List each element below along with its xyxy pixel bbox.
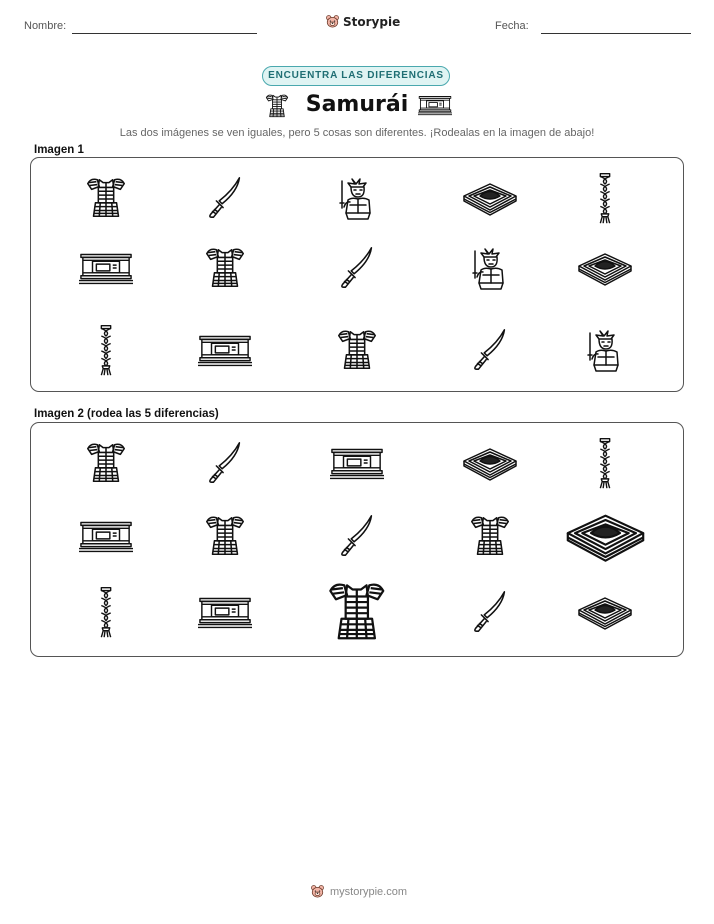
instructions: Las dos imágenes se ven iguales, pero 5 cosas son diferentes. ¡Rodealas en la imagen de abajo!	[119, 127, 595, 139]
image1-item-gate	[79, 248, 133, 288]
image1-item-braid	[591, 170, 619, 226]
gate-icon	[79, 516, 133, 556]
gate-icon	[79, 248, 133, 288]
image1-item-samurai	[580, 325, 630, 375]
gate-icon	[198, 592, 252, 632]
katana-icon	[466, 326, 514, 374]
image1-item-armor	[333, 326, 381, 374]
footer-site: mystorypie.com	[330, 885, 408, 898]
image2-item-gate[interactable]	[198, 592, 252, 632]
zen-garden-icon	[460, 178, 520, 218]
image2-item-katana[interactable]	[466, 588, 514, 636]
image1-item-armor	[82, 174, 130, 222]
image2-item-armor[interactable]	[322, 577, 392, 647]
samurai-icon	[580, 325, 630, 375]
armor-icon	[201, 512, 249, 560]
braid-icon	[92, 322, 120, 378]
image1-label: Imagen 1	[34, 144, 84, 156]
katana-icon	[201, 174, 249, 222]
armor-icon	[466, 512, 514, 560]
gate-icon	[198, 330, 252, 370]
name-label: Nombre:	[24, 20, 67, 32]
samurai-icon	[332, 173, 382, 223]
brand-name: Storypie	[343, 14, 401, 29]
image1-item-katana	[333, 244, 381, 292]
image2-item-gate[interactable]	[79, 516, 133, 556]
katana-icon	[333, 512, 381, 560]
image1-item-armor	[201, 244, 249, 292]
zen-garden-icon	[575, 248, 635, 288]
armor-title-icon	[263, 91, 291, 121]
armor-icon	[201, 244, 249, 292]
image1-item-gate	[198, 330, 252, 370]
katana-icon	[466, 588, 514, 636]
image2-item-armor[interactable]	[466, 512, 514, 560]
page-title: Samurái	[305, 92, 409, 117]
armor-icon	[333, 326, 381, 374]
image2-item-armor[interactable]	[201, 512, 249, 560]
samurai-icon	[465, 243, 515, 293]
image2-item-armor[interactable]	[82, 439, 130, 487]
braid-icon	[591, 170, 619, 226]
date-label: Fecha:	[495, 20, 529, 32]
zen-garden-icon	[460, 443, 520, 483]
braid-icon	[92, 584, 120, 640]
image2-item-braid[interactable]	[92, 584, 120, 640]
image1-item-samurai	[465, 243, 515, 293]
image1-item-zen-garden	[460, 178, 520, 218]
image2-item-gate[interactable]	[330, 443, 384, 483]
image2-item-braid[interactable]	[591, 435, 619, 491]
footer	[310, 884, 407, 899]
image1-item-braid	[92, 322, 120, 378]
image2-item-katana[interactable]	[333, 512, 381, 560]
zen-garden-icon	[575, 592, 635, 632]
armor-icon	[322, 577, 392, 647]
bear-logo-icon	[325, 14, 340, 29]
worksheet-badge: ENCUENTRA LAS DIFERENCIAS	[262, 66, 450, 86]
image2-item-zen-garden[interactable]	[460, 443, 520, 483]
braid-icon	[591, 435, 619, 491]
zen-garden-icon	[562, 507, 649, 565]
armor-icon	[82, 439, 130, 487]
name-line[interactable]	[72, 33, 257, 34]
katana-icon	[201, 439, 249, 487]
armor-icon	[82, 174, 130, 222]
gate-title-icon	[418, 90, 452, 120]
bear-footer-icon	[310, 884, 325, 899]
image2-item-zen-garden[interactable]	[575, 592, 635, 632]
image1-item-zen-garden	[575, 248, 635, 288]
gate-icon	[330, 443, 384, 483]
katana-icon	[333, 244, 381, 292]
image1-item-katana	[201, 174, 249, 222]
brand-logo	[325, 14, 400, 29]
image1-item-katana	[466, 326, 514, 374]
image2-item-katana[interactable]	[201, 439, 249, 487]
image2-item-zen-garden[interactable]	[562, 507, 649, 565]
image1-item-samurai	[332, 173, 382, 223]
date-line[interactable]	[541, 33, 691, 34]
image2-label: Imagen 2 (rodea las 5 diferencias)	[34, 408, 219, 420]
